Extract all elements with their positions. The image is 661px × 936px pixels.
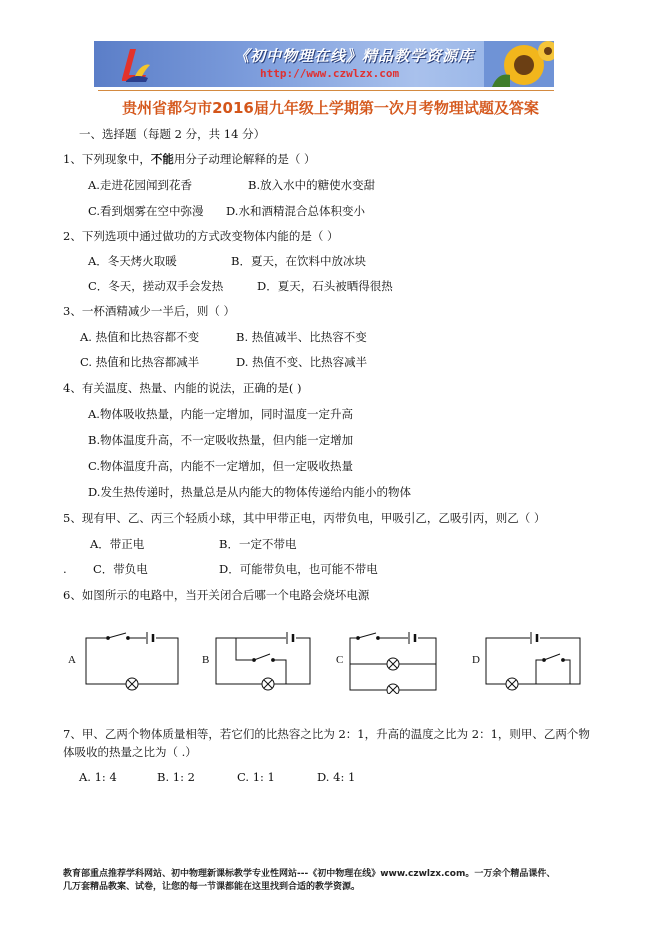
q7-option-c: C. 1: 1: [237, 770, 275, 784]
question-1-stem: [63, 152, 315, 166]
question-5-stem: 5、现有甲、乙、丙三个轻质小球，其中甲带正电，丙带负电，甲吸引乙，乙吸引丙，则乙（ ）: [63, 511, 546, 525]
footer-line-1: 教育部重点推荐学科网站、初中物理新课标教学专业性网站---《初中物理在线》www.czwlzx.com。一万余个精品课件、: [63, 869, 556, 879]
q1-option-c: C.看到烟雾在空中弥漫: [88, 204, 204, 218]
circuit-label-c: C: [336, 654, 344, 666]
q3-option-a: A. 热值和比热容都不变: [80, 330, 200, 344]
q1-stem-a: 1、下列现象中，: [63, 152, 151, 166]
q2-option-b: B．夏天，在饮料中放冰块: [231, 254, 366, 268]
q3-option-b: B. 热值减半、比热容不变: [236, 330, 367, 344]
document-title: 贵州省都匀市2016届九年级上学期第一次月考物理试题及答案: [122, 99, 539, 117]
banner-url[interactable]: http://www.czwlzx.com: [260, 67, 400, 80]
page-footer: [63, 868, 555, 894]
banner-title: 《初中物理在线》精品教学资源库: [234, 47, 475, 65]
q5-option-d: D．可能带负电，也可能不带电: [219, 562, 378, 576]
circuit-label-d: D: [472, 654, 480, 666]
header-banner: [94, 41, 554, 87]
q7-option-a: A. 1: 4: [79, 770, 117, 784]
circuit-c: [350, 632, 436, 694]
question-3-stem: 3、一杯酒精减少一半后，则（ ）: [63, 304, 235, 318]
q5-option-a: A．带正电: [90, 537, 145, 551]
q4-option-c: C.物体温度升高，内能不一定增加，但一定吸收热量: [88, 459, 354, 473]
q1-stem-b: 用分子动理论解释的是（ ）: [173, 152, 316, 166]
q1-option-d: D.水和酒精混合总体积变小: [226, 204, 365, 218]
question-4-stem: 4、有关温度、热量、内能的说法，正确的是( ): [63, 381, 302, 395]
q4-option-b: B.物体温度升高，不一定吸收热量，但内能一定增加: [88, 433, 354, 447]
q3-option-d: D. 热值不变、比热容减半: [236, 355, 368, 369]
site-logo-icon: [116, 45, 152, 83]
circuit-b: [216, 632, 310, 690]
circuit-label-a: A: [68, 654, 76, 666]
title-divider: [98, 90, 554, 91]
circuit-label-b: B: [202, 654, 210, 666]
q2-option-d: D．夏天，石头被晒得很热: [257, 279, 393, 293]
q7-option-d: D. 4: 1: [317, 770, 356, 784]
q5-option-c: C．带负电: [93, 562, 148, 576]
section-heading: 一、选择题（每题 2 分，共 14 分）: [79, 127, 266, 141]
q1-stem-bold: 不能: [150, 152, 174, 166]
question-7-line2: 体吸收的热量之比为（ .）: [63, 745, 197, 759]
question-7-line1: 7、甲、乙两个物体质量相等，若它们的比热容之比为 2：1，升高的温度之比为 2：1，则甲、乙两个物: [63, 727, 590, 741]
q5-stray-dot: .: [63, 562, 67, 576]
q2-option-a: A．冬天烤火取暖: [88, 254, 177, 268]
q3-option-c: C. 热值和比热容都减半: [80, 355, 200, 369]
circuit-a: [86, 632, 178, 690]
sunflower-icon: [484, 41, 554, 87]
q2-option-c: C．冬天，搓动双手会发热: [88, 279, 224, 293]
q7-option-b: B. 1: 2: [157, 770, 195, 784]
q4-option-d: D.发生热传递时，热量总是从内能大的物体传递给内能小的物体: [88, 485, 411, 499]
circuit-d: [486, 632, 580, 690]
footer-line-2: 几万套精品教案、试卷，让您的每一节课都能在这里找到合适的教学资源。: [63, 882, 361, 892]
q6-circuit-diagrams: [68, 630, 588, 694]
question-2-stem: 2、下列选项中通过做功的方式改变物体内能的是（ ）: [63, 229, 339, 243]
q5-option-b: B．一定不带电: [219, 537, 297, 551]
q4-option-a: A.物体吸收热量，内能一定增加，同时温度一定升高: [88, 407, 353, 421]
q1-option-a: A.走进花园闻到花香: [88, 178, 192, 192]
question-6-stem: 6、如图所示的电路中，当开关闭合后哪一个电路会烧坏电源: [63, 588, 370, 602]
q1-option-b: B.放入水中的糖使水变甜: [248, 178, 376, 192]
